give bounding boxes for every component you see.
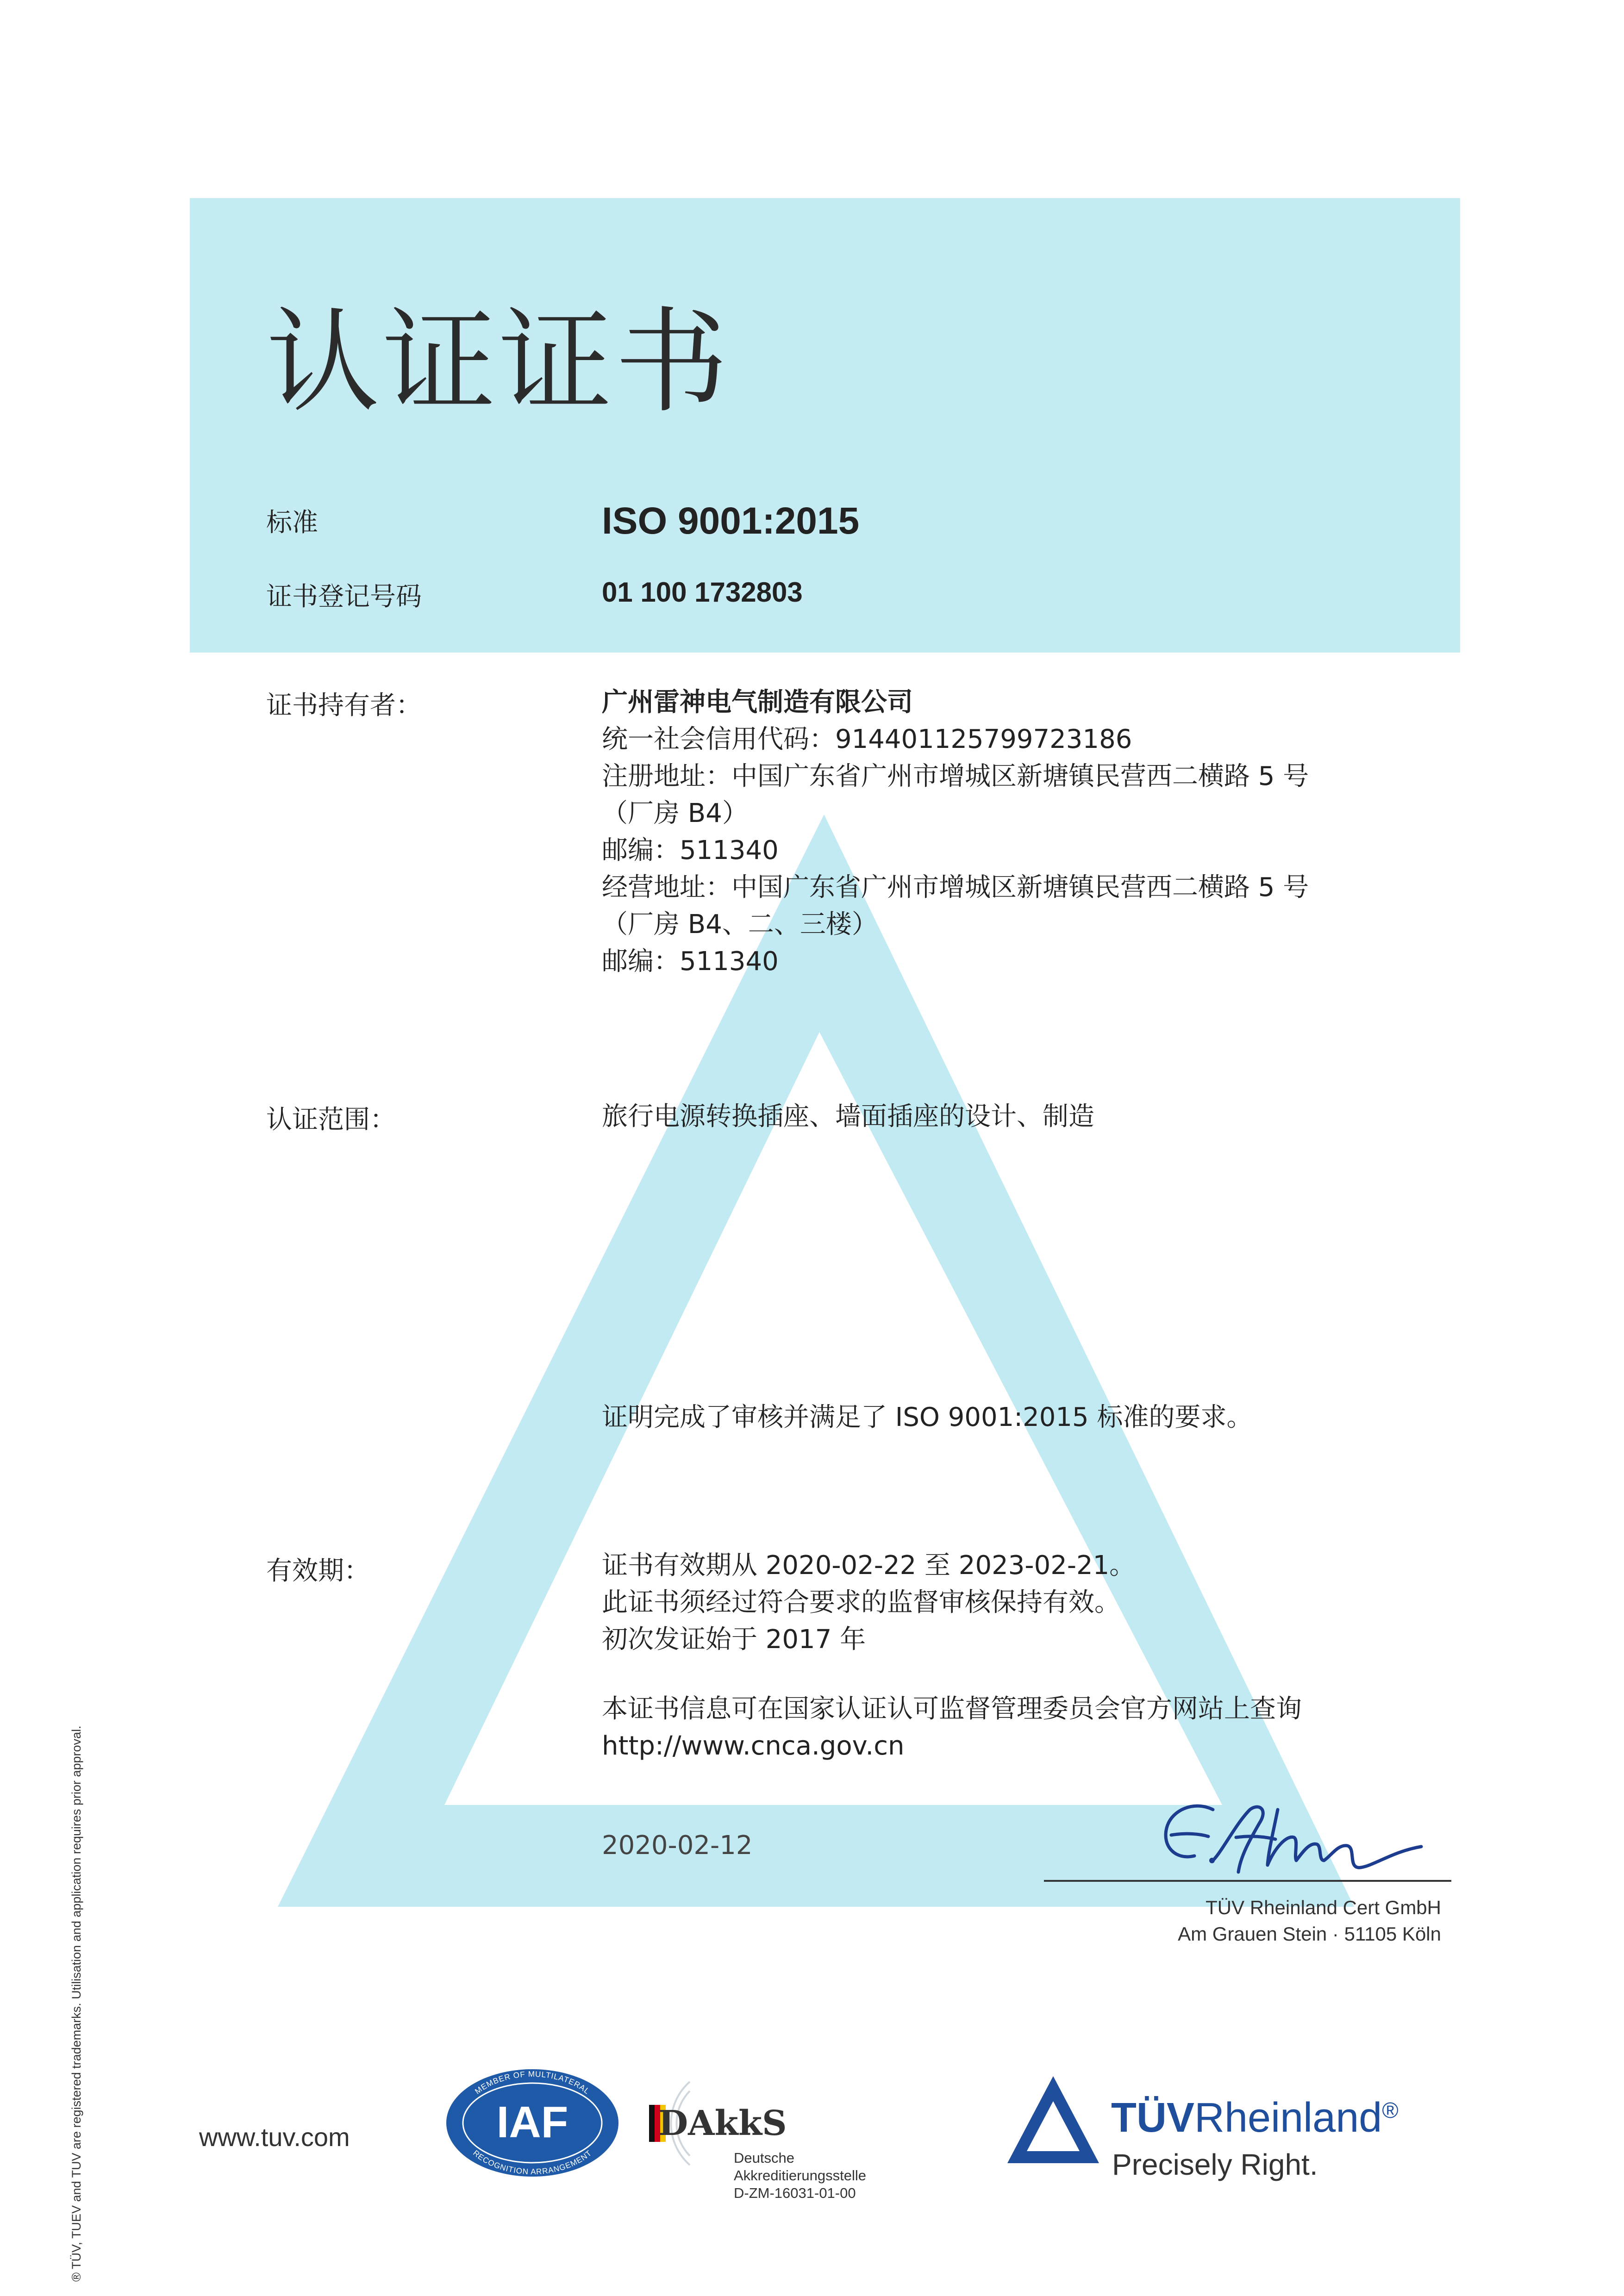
iaf-text: IAF: [496, 2097, 568, 2147]
footer-website[interactable]: www.tuv.com: [199, 2122, 350, 2152]
holder-operating-postcode: 邮编：511340: [602, 946, 779, 977]
holder-credit-code: 统一社会信用代码：914401125799723186: [602, 724, 1132, 754]
initial-issue: 初次发证始于 2017 年: [602, 1624, 866, 1655]
issuer-name: TÜV Rheinland Cert GmbH: [1206, 1897, 1441, 1918]
signature-line: [1044, 1880, 1451, 1882]
scope-value: 旅行电源转换插座、墙面插座的设计、制造: [602, 1101, 1094, 1132]
validity-condition: 此证书须经过符合要求的监督审核保持有效。: [602, 1587, 1120, 1618]
standard-label: 标准: [266, 508, 318, 538]
tuv-triangle-icon: [1005, 2073, 1102, 2166]
holder-registered-postcode: 邮编：511340: [602, 835, 779, 865]
holder-registered-address: 注册地址：中国广东省广州市增城区新塘镇民营西二横路 5 号: [602, 761, 1309, 791]
holder-label: 证书持有者：: [266, 691, 422, 721]
tuv-brand-bold: TÜV: [1111, 2095, 1194, 2141]
verification-url[interactable]: http://www.cnca.gov.cn: [602, 1731, 905, 1761]
validity-period: 证书有效期从 2020-02-22 至 2023-02-21。: [602, 1550, 1136, 1580]
tuv-brand-rest: Rheinland: [1194, 2095, 1382, 2141]
holder-registered-address-cont: （厂房 B4）: [602, 798, 748, 828]
dakks-line-2: Akkreditierungsstelle: [734, 2167, 867, 2184]
validity-label: 有效期：: [266, 1556, 370, 1586]
issue-date: 2020-02-12: [602, 1830, 753, 1860]
issuer-address: Am Grauen Stein · 51105 Köln: [1178, 1923, 1441, 1945]
verification-note: 本证书信息可在国家认证认可监督管理委员会官方网站上查询: [602, 1694, 1302, 1724]
holder-operating-address-cont: （厂房 B4、二、三楼）: [602, 909, 878, 940]
dakks-accreditation-number: D-ZM-16031-01-00: [734, 2185, 856, 2201]
svg-text:RECOGNITION ARRANGEMENT: RECOGNITION ARRANGEMENT: [471, 2148, 593, 2177]
conformity-statement: 证明完成了审核并满足了 ISO 9001:2015 标准的要求。: [602, 1402, 1253, 1432]
certificate-title: 认证证书: [266, 296, 731, 428]
signature: [1143, 1791, 1430, 1888]
registration-label: 证书登记号码: [266, 582, 422, 612]
scope-label: 认证范围：: [266, 1105, 396, 1135]
holder-operating-address: 经营地址：中国广东省广州市增城区新塘镇民营西二横路 5 号: [602, 872, 1309, 902]
trademark-note: ® TÜV, TUEV and TUV are registered trademarks. Utilisation and application requires prior approval.: [69, 1725, 83, 2282]
tuv-slogan: Precisely Right.: [1112, 2148, 1318, 2181]
tuv-brand: [1111, 2094, 1399, 2142]
dakks-name: DAkkS: [658, 2103, 787, 2143]
dakks-line-1: Deutsche: [734, 2150, 794, 2166]
iaf-logo: [444, 2068, 620, 2178]
iaf-ring-text: MEMBER OF MULTILATERAL: [473, 2069, 592, 2096]
standard-value: ISO 9001:2015: [602, 500, 860, 542]
holder-company: 广州雷神电气制造有限公司: [602, 687, 913, 717]
tuv-registered-mark: ®: [1382, 2098, 1399, 2123]
registration-number: 01 100 1732803: [602, 577, 803, 608]
